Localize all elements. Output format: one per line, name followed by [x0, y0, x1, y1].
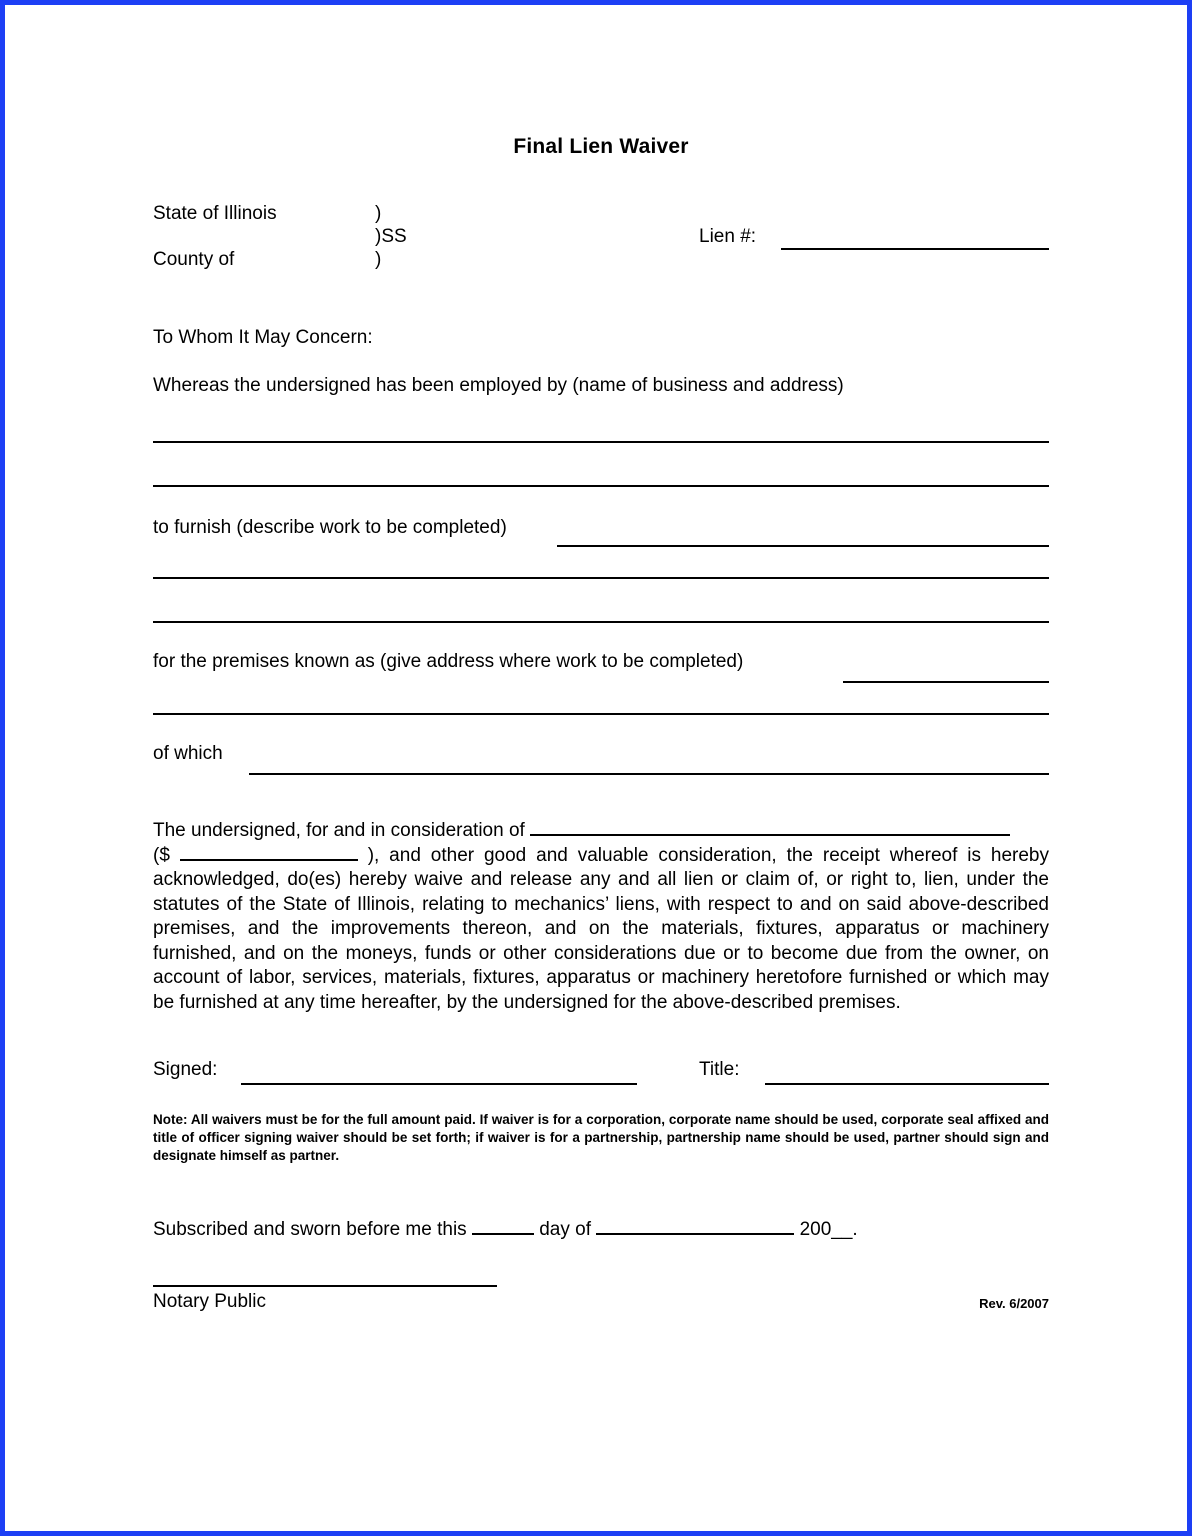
signed-field[interactable]: [241, 1083, 637, 1085]
sworn-year: 200__.: [799, 1219, 858, 1240]
waiver-body-text: ), and other good and valuable consideration, the receipt whereof is hereby acknowledged, do(es) hereby waive and release any and all lien or claim of, or right to, lien, under the statutes of the State of Illinois, relating to mechanics’ liens, with respect to and on said above-described premises, and the improvements thereon, and on the materials, fixtures, apparatus or machinery furnished, and on the moneys, funds or other considerations due or to become due from the owner, on account of labor, services, materials, fixtures, apparatus or machinery heretofore furnished or which may be furnished at any time hereafter, by the undersigned for the above-described premises.: [153, 844, 1049, 1013]
furnish-field-line-3[interactable]: [153, 621, 1049, 623]
amount-field[interactable]: [180, 859, 358, 861]
of-which-label: of which: [153, 743, 223, 764]
title-field[interactable]: [765, 1083, 1049, 1085]
signature-row: [153, 1059, 1049, 1089]
state-label: State of Illinois: [153, 203, 277, 224]
sworn-day-field[interactable]: [472, 1233, 534, 1235]
employed-by-field-line-1[interactable]: [153, 441, 1049, 443]
consideration-lead: The undersigned, for and in consideration of: [153, 820, 525, 841]
sworn-row: [153, 1219, 1049, 1241]
title-label: Title:: [699, 1059, 740, 1080]
page-title: Final Lien Waiver: [513, 135, 689, 158]
premises-row: [153, 651, 1049, 679]
sworn-prefix: Subscribed and sworn before me this: [153, 1219, 467, 1240]
salutation: To Whom It May Concern:: [153, 327, 373, 348]
venue-paren-bottom: ): [375, 249, 382, 270]
premises-field[interactable]: [843, 681, 1049, 683]
sworn-month-field[interactable]: [596, 1233, 794, 1235]
furnish-field-line-2[interactable]: [153, 577, 1049, 579]
lien-number-field[interactable]: [781, 248, 1049, 250]
employed-by-label: Whereas the undersigned has been employed by (name of business and address): [153, 375, 844, 396]
venue-ss: )SS: [375, 226, 407, 247]
document-content: [153, 135, 1049, 1313]
sworn-mid: day of: [539, 1219, 591, 1240]
furnish-field[interactable]: [557, 545, 1049, 547]
note-text: Note: All waivers must be for the full amount paid. If waiver is for a corporation, corporate name should be used, corporate seal affixed and title of officer signing waiver should be set forth; if waiver is for a partnership, partnership name should be used, partner should sign and designate himself as partner.: [153, 1112, 1049, 1163]
lien-number-label: Lien #:: [699, 226, 757, 247]
of-which-row: [153, 743, 1049, 771]
employed-by-field-line-2[interactable]: [153, 485, 1049, 487]
waiver-body-paragraph: [153, 819, 1049, 1015]
of-which-field[interactable]: [249, 773, 1049, 775]
consideration-field[interactable]: [530, 834, 1010, 836]
amount-prefix: ($: [153, 844, 170, 866]
county-label: County of: [153, 249, 235, 270]
notary-signature-field[interactable]: [153, 1285, 497, 1287]
premises-field-line-2[interactable]: [153, 713, 1049, 715]
revision-label: Rev. 6/2007: [979, 1296, 1049, 1311]
premises-label: for the premises known as (give address where work to be completed): [153, 651, 744, 672]
notary-label-row: [153, 1291, 1049, 1313]
signed-label: Signed:: [153, 1059, 218, 1080]
venue-paren-top: ): [375, 203, 382, 224]
document-sheet: [5, 5, 1187, 1531]
furnish-row: [153, 517, 1049, 543]
notary-public-label: Notary Public: [153, 1291, 266, 1312]
furnish-label: to furnish (describe work to be completed): [153, 517, 507, 538]
venue-block: [153, 203, 1049, 285]
